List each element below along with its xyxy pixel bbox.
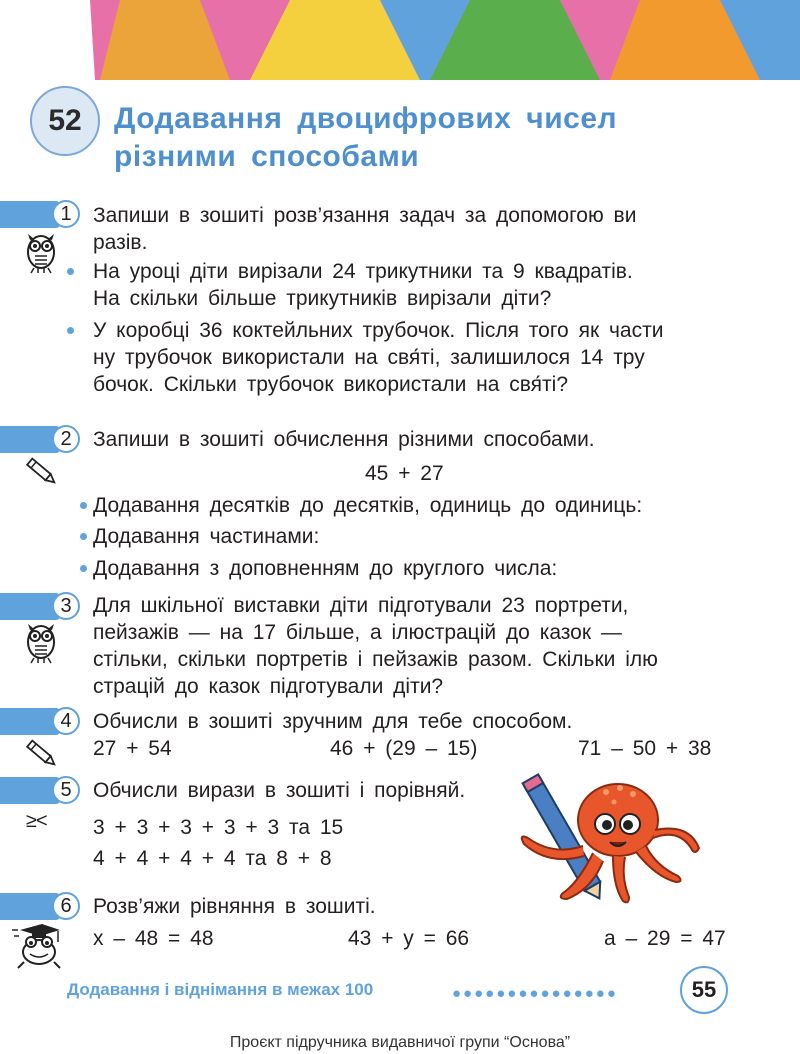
task-6-equation-2: 43 + y = 66 bbox=[348, 927, 470, 950]
task-4-expression-1: 27 + 54 bbox=[93, 737, 172, 760]
task-4-text: Обчисли в зошиті зручним для тебе способом. bbox=[93, 710, 573, 733]
frog-graduate-icon bbox=[12, 922, 62, 970]
task-5-number: 5 bbox=[52, 776, 80, 804]
page-number: 55 bbox=[680, 966, 728, 1014]
task-2-method-1: Додавання десятків до десятків, одиниць до одиниць: bbox=[93, 494, 643, 517]
task-3-bar bbox=[0, 593, 60, 620]
task-2-expression: 45 + 27 bbox=[365, 462, 444, 485]
bullet bbox=[80, 533, 87, 540]
bullet bbox=[67, 268, 74, 275]
lesson-title-line1: Додавання двоцифрових чисел bbox=[114, 102, 618, 135]
footer-dots: ●●●●●●●●●●●●●●● bbox=[452, 985, 618, 1002]
task-3-line-4: страцій до казок підготували діти? bbox=[93, 675, 444, 698]
task-4-number: 4 bbox=[52, 707, 80, 735]
task-6-equation-1: x – 48 = 48 bbox=[93, 927, 214, 950]
task-3-line-3: стільки, скільки портретів і пейзажів разом. Скільки ілю bbox=[93, 648, 658, 671]
pencil-icon bbox=[24, 456, 60, 488]
task-5-text: Обчисли вирази в зошиті і порівняй. bbox=[93, 779, 466, 802]
task-4-bar bbox=[0, 708, 60, 735]
lesson-title-line2: різними способами bbox=[114, 140, 420, 173]
octopus-with-pencil-illustration bbox=[508, 768, 700, 906]
task-3-line-2: пейзажів — на 17 більше, а ілюстрацій до казок — bbox=[93, 621, 622, 644]
task-6-equation-3: a – 29 = 47 bbox=[604, 927, 726, 950]
lesson-number: 52 bbox=[48, 104, 82, 137]
task-2-method-2: Додавання частинами: bbox=[93, 525, 320, 548]
task-1-text-1: Запиши в зошиті розв’язання задач за допомогою ви bbox=[93, 204, 637, 227]
task-1-text-2: разів. bbox=[93, 231, 148, 254]
footer-section-title: Додавання і віднімання в межах 100 bbox=[67, 980, 374, 999]
task-1-problem-1-line-2: На скільки більше трикутників вирізали діти? bbox=[93, 287, 552, 310]
task-3-line-1: Для шкільної виставки діти підготували 23 портрети, bbox=[93, 594, 629, 617]
bullet bbox=[67, 327, 74, 334]
task-1-problem-2-line-1: У коробці 36 коктейльних трубочок. Після того як части bbox=[93, 319, 664, 342]
project-note: Проєкт підручника видавничої групи “Основа” bbox=[229, 1034, 571, 1051]
task-1-problem-2-line-2: ну трубочок використали на свя́ті, залишилося 14 тру bbox=[93, 346, 645, 369]
task-4-expression-2: 46 + (29 – 15) bbox=[330, 737, 478, 760]
task-3-number: 3 bbox=[52, 592, 80, 620]
lesson-title bbox=[114, 100, 617, 176]
task-1-problem-1-line-1: На уроці діти вирізали 24 трикутники та 9 квадратів. bbox=[93, 260, 633, 283]
task-5-comparison-1: 3 + 3 + 3 + 3 + 3 та 15 bbox=[93, 816, 344, 839]
pencil-icon bbox=[24, 738, 60, 770]
lesson-number-badge bbox=[30, 86, 100, 156]
task-4-expression-3: 71 – 50 + 38 bbox=[578, 737, 712, 760]
task-2-bar bbox=[0, 426, 60, 453]
top-banner bbox=[0, 0, 800, 80]
task-6-number: 6 bbox=[52, 892, 80, 920]
task-1-number: 1 bbox=[52, 200, 80, 228]
owl-icon bbox=[24, 228, 58, 274]
task-1-problem-2-line-3: бочок. Скільки трубочок використали на свя́ті? bbox=[93, 373, 569, 396]
task-5-bar bbox=[0, 777, 60, 804]
bullet bbox=[80, 502, 87, 509]
task-6-bar bbox=[0, 893, 60, 920]
bullet bbox=[80, 565, 87, 572]
task-2-method-3: Додавання з доповненням до круглого числа: bbox=[93, 557, 558, 580]
task-1-bar bbox=[0, 201, 60, 228]
task-5-comparison-2: 4 + 4 + 4 + 4 та 8 + 8 bbox=[93, 847, 332, 870]
task-6-text: Розв’яжи рівняння в зошиті. bbox=[93, 895, 376, 918]
task-2-text: Запиши в зошиті обчислення різними способами. bbox=[93, 428, 595, 451]
compare-icon: ≥< bbox=[26, 810, 47, 832]
owl-icon bbox=[24, 618, 58, 664]
task-2-number: 2 bbox=[52, 425, 80, 453]
